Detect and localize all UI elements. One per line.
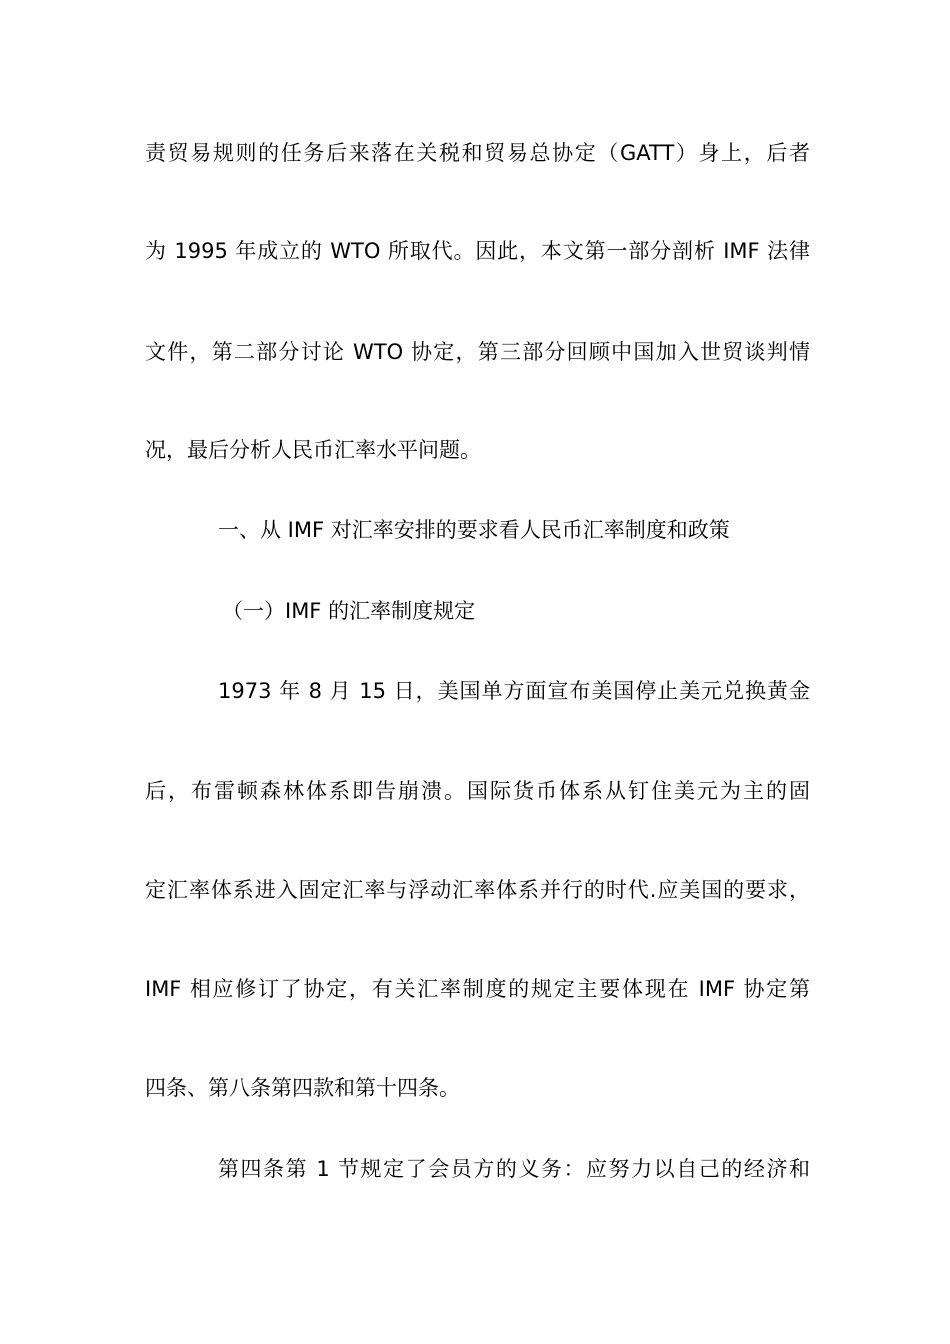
paragraph-1-line-3: 文件，第二部分讨论 WTO 协定，第三部分回顾中国加入世贸谈判情 <box>145 340 810 364</box>
paragraph-2-line-3: 定汇率体系进入固定汇率与浮动汇率体系并行的时代.应美国的要求， <box>145 878 810 902</box>
section-heading: 一、从 IMF 对汇率安排的要求看人民币汇率制度和政策 <box>218 518 730 542</box>
paragraph-2-line-2: 后，布雷顿森林体系即告崩溃。国际货币体系从钉住美元为主的固 <box>145 779 810 803</box>
paragraph-2-line-1: 1973 年 8 月 15 日，美国单方面宣布美国停止美元兑换黄金 <box>218 679 810 703</box>
subsection-heading: （一）IMF 的汇率制度规定 <box>222 599 476 623</box>
paragraph-2-line-5: 四条、第八条第四款和第十四条。 <box>145 1076 460 1100</box>
paragraph-1-line-1: 责贸易规则的任务后来落在关税和贸易总协定（GATT）身上，后者 <box>145 141 810 165</box>
paragraph-1-line-2: 为 1995 年成立的 WTO 所取代。因此，本文第一部分剖析 IMF 法律 <box>145 239 810 263</box>
paragraph-3-line-1: 第四条第 1 节规定了会员方的义务：应努力以自己的经济和 <box>218 1157 810 1181</box>
paragraph-2-line-4: IMF 相应修订了协定，有关汇率制度的规定主要体现在 IMF 协定第 <box>145 977 810 1001</box>
paragraph-1-line-4: 况，最后分析人民币汇率水平问题。 <box>145 438 481 462</box>
